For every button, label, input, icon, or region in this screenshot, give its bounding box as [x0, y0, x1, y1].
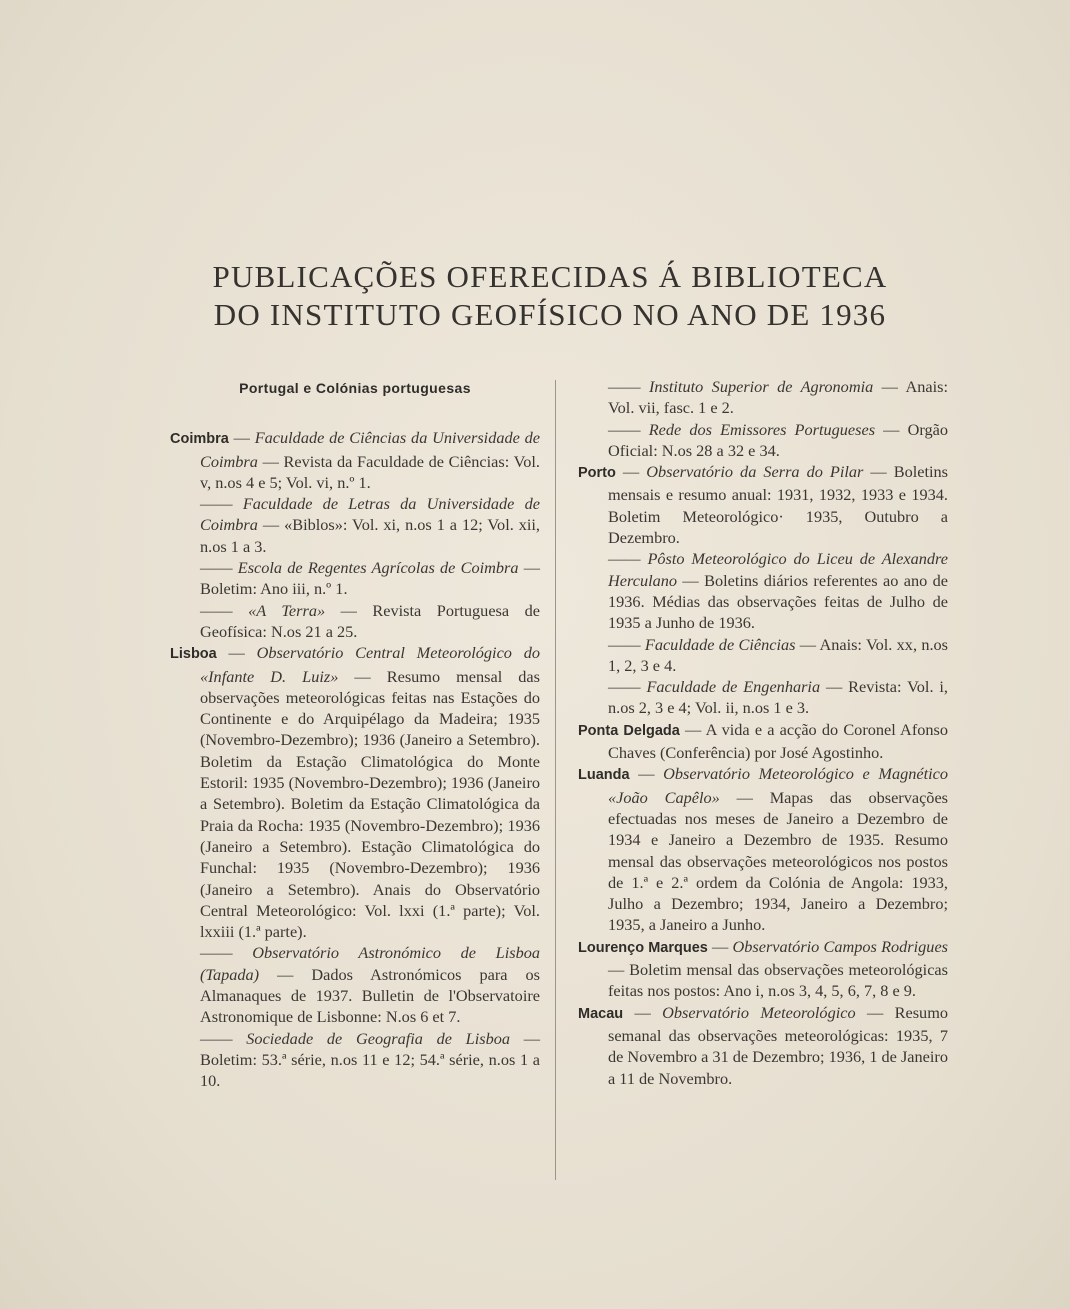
- entry-coimbra: Coimbra — Faculdade de Ciências da Universidade de Coimbra — Revista da Faculdade de Ciências: Vol. v, n.os 4 e 5; Vol. vi, n.º 1.: [170, 428, 541, 492]
- publisher-title: Observatório Campos Rodrigues: [732, 936, 949, 956]
- publication-text: Revista da Faculdade de Ciências: Vol. v, n.os 4 e 5; Vol. vi, n.º 1.: [200, 451, 540, 492]
- publication-text: Boletins mensais e resumo anual: 1931, 1932, 1933 e 1934. Boletim Meteorológico· 1935, Outubro a Dezembro.: [608, 462, 948, 548]
- publication-text: Boletim: 53.ª série, n.os 11 e 12; 54.ª série, n.os 1 a 10.: [200, 1049, 540, 1091]
- publication-text: Resumo mensal das observações meteorológicas feitas nas Estações do Continente e do Arquipélago da Madeira; 1935 (Novembro-Dezembro); 1936 (Janeiro a Setembro). Boletim da Estação Climatológica do Monte Estoril: 1935 (Novembro-Dezembro); 1936 (Janeiro a Setembro). Boletim da Estação Climatológica da Praia da Rocha: 1935 (Novembro-Dezembro); 1936 (Janeiro a Setembro). Estação Climatológica do Funchal: 1935 (Novembro-Dezembro); 1936 (Janeiro a Setembro). Anais do Observatório Central Meteorológico: Vol. lxxi (1.ª parte); Vol. lxxiii (1.ª parte).: [200, 666, 541, 942]
- sub-entry: —— Instituto Superior de Agronomia — Anais: Vol. vii, fasc. 1 e 2.: [608, 377, 948, 418]
- place-ponta-delgada: Ponta Delgada: [578, 722, 680, 739]
- publication-text: Orgão Oficial: N.os 28 a 32 e 34.: [608, 419, 948, 460]
- column-divider: [555, 380, 556, 1180]
- entry-porto: Porto — Observatório da Serra do Pilar — Boletins mensais e resumo anual: 1931, 1932, 1933 e 1934. Boletim Meteorológico· 1935, Outubro a Dezembro.: [578, 462, 948, 548]
- publisher-title: Observatório Meteorológico: [662, 1002, 856, 1022]
- sub-entry: —— Faculdade de Ciências — Anais: Vol. xx, n.os 1, 2, 3 e 4.: [608, 634, 949, 675]
- entry-ponta-delgada: Ponta Delgada — A vida e a acção do Coronel Afonso Chaves (Conferência) por José Agostinho.: [578, 719, 948, 763]
- title-line-2: DO INSTITUTO GEOFÍSICO NO ANO DE 1936: [213, 297, 887, 332]
- publication-text: Boletim mensal das observações meteorológicas feitas nos postos: Ano i, n.os 3, 4, 5, 6, 7, 8 e 9.: [608, 960, 948, 1001]
- publication-text: Revista: Vol. i, n.os 2, 3 e 4; Vol. ii, n.os 1 e 3.: [608, 677, 948, 718]
- publication-text: Resumo semanal das observações meteorológicas: 1935, 7 de Novembro a 31 de Dezembro; 1936, 1 de Janeiro a 11 de Novembro.: [608, 1002, 948, 1088]
- place-porto: Porto: [578, 465, 616, 482]
- publisher-title: Observatório Meteorológico e Magnético «João Capêlo»: [608, 764, 949, 807]
- publisher-title: Observatório Central Meteorológico do «Infante D. Luiz»: [200, 643, 540, 686]
- publication-text: «Biblos»: Vol. xi, n.os 1 a 12; Vol. xii, n.os 1 a 3.: [200, 515, 540, 556]
- publisher-title: Sociedade de Geografia de Lisboa: [246, 1028, 511, 1048]
- entry-macau: Macau — Observatório Meteorológico — Resumo semanal das observações meteorológicas: 1935, 7 de Novembro a 31 de Dezembro; 1936, 1 de Janeiro a 11 de Novembro.: [578, 1002, 948, 1088]
- sub-entry: —— «A Terra» — Revista Portuguesa de Geofísica: N.os 21 a 25.: [200, 600, 540, 641]
- publisher-title: Escola de Regentes Agrícolas de Coimbra: [237, 558, 519, 578]
- entry-luanda: Luanda — Observatório Meteorológico e Magnético «João Capêlo» — Mapas das observações efectuadas nos meses de Janeiro a Dezembro de 1934 e Janeiro a Dezembro de 1935. Resumo mensal das observações meteorológicos nos postos de 1.ª e 2.ª ordem da Colónia de Angola: 1933, Julho a Dezembro; 1934, Janeiro a Dezembro; 1935, a Janeiro a Junho.: [578, 764, 949, 935]
- publisher-title: Observatório Astronómico de Lisboa (Tapada): [200, 943, 540, 984]
- publication-text: Revista Portuguesa de Geofísica: N.os 21 a 25.: [200, 600, 540, 641]
- publication-text: Dados Astronómicos para os Almanaques de 1937. Bulletin de l'Observatoire Astronomique de Lisbonne: N.os 6 et 7.: [200, 964, 541, 1027]
- sub-entry: —— Escola de Regentes Agrícolas de Coimbra — Boletim: Ano iii, n.º 1.: [200, 558, 540, 599]
- publication-text: A vida e a acção do Coronel Afonso Chaves (Conferência) por José Agostinho.: [608, 719, 948, 763]
- right-column: [578, 376, 948, 1089]
- publisher-title: Observatório da Serra do Pilar: [646, 462, 864, 482]
- publisher-title: Instituto Superior de Agronomia: [648, 377, 874, 396]
- place-macau: Macau: [578, 1005, 624, 1022]
- sub-entry: —— Faculdade de Letras da Universidade de Coimbra — «Biblos»: Vol. xi, n.os 1 a 12; Vol. xii, n.os 1 a 3.: [200, 494, 540, 556]
- publication-text: Boletim: Ano iii, n.º 1.: [200, 579, 348, 599]
- page-title: [170, 258, 930, 334]
- sub-entry: —— Observatório Astronómico de Lisboa (Tapada) — Dados Astronómicos para os Almanaques de 1937. Bulletin de l'Observatoire Astronomique de Lisbonne: N.os 6 et 7.: [200, 943, 541, 1027]
- section-heading: Portugal e Colónias portuguesas: [239, 380, 471, 396]
- publisher-title: Rede dos Emissores Portugueses: [648, 419, 876, 439]
- entry-lisboa: Lisboa — Observatório Central Meteorológico do «Infante D. Luiz» — Resumo mensal das observações meteorológicas feitas nas Estações do Continente e do Arquipélago da Madeira; 1935 (Novembro-Dezembro); 1936 (Janeiro a Setembro). Boletim da Estação Climatológica do Monte Estoril: 1935 (Novembro-Dezembro); 1936 (Janeiro a Setembro). Boletim da Estação Climatológica da Praia da Rocha: 1935 (Novembro-Dezembro); 1936 (Janeiro a Setembro). Estação Climatológica do Funchal: 1935 (Novembro-Dezembro); 1936 (Janeiro a Setembro). Anais do Observatório Central Meteorológico: Vol. lxxi (1.ª parte); Vol. lxxiii (1.ª parte).: [170, 643, 541, 942]
- publisher-title: Faculdade de Ciências da Universidade de Coimbra: [200, 428, 541, 471]
- sub-entry: —— Faculdade de Engenharia — Revista: Vol. i, n.os 2, 3 e 4; Vol. ii, n.os 1 e 3.: [608, 677, 948, 718]
- publisher-title: Pôsto Meteorológico do Liceu de Alexandre Herculano: [608, 549, 949, 590]
- publisher-title: Faculdade de Letras da Universidade de Coimbra: [200, 494, 540, 535]
- publication-text: Anais: Vol. vii, fasc. 1 e 2.: [608, 377, 948, 418]
- publisher-title: Faculdade de Engenharia: [646, 677, 821, 697]
- publication-text: Anais: Vol. xx, n.os 1, 2, 3 e 4.: [608, 634, 949, 675]
- place-coimbra: Coimbra: [170, 431, 229, 448]
- place-luanda: Luanda: [578, 767, 630, 784]
- title-line-1: PUBLICAÇÕES OFERECIDAS Á BIBLIOTECA: [212, 259, 888, 294]
- place-lisboa: Lisboa: [170, 646, 217, 663]
- publication-text: Mapas das observações efectuadas nos meses de Janeiro a Dezembro de 1934 e Janeiro a Dezembro de 1935. Resumo mensal das observações meteorológicos nos postos de 1.ª e 2.ª ordem da Colónia de Angola: 1933, Julho a Dezembro; 1934, Janeiro a Dezembro; 1935, a Janeiro a Junho.: [608, 787, 949, 935]
- publisher-title: Faculdade de Ciências: [644, 634, 796, 654]
- left-column: [170, 374, 540, 1092]
- sub-entry: —— Rede dos Emissores Portugueses — Orgão Oficial: N.os 28 a 32 e 34.: [608, 419, 948, 460]
- entry-lourenco-marques: Lourenço Marques — Observatório Campos Rodrigues — Boletim mensal das observações meteorológicas feitas nos postos: Ano i, n.os 3, 4, 5, 6, 7, 8 e 9.: [578, 936, 949, 1001]
- sub-entry: —— Pôsto Meteorológico do Liceu de Alexandre Herculano — Boletins diários referentes ao ano de 1936. Médias das observações feitas de Julho de 1935 a Junho de 1936.: [608, 549, 949, 633]
- publication-text: Boletins diários referentes ao ano de 1936. Médias das observações feitas de Julho de 1935 a Junho de 1936.: [608, 570, 948, 633]
- sub-entry: —— Sociedade de Geografia de Lisboa — Boletim: 53.ª série, n.os 11 e 12; 54.ª série, n.os 1 a 10.: [200, 1028, 541, 1091]
- place-lourenco-marques: Lourenço Marques: [578, 939, 708, 956]
- publisher-title: «A Terra»: [248, 600, 326, 620]
